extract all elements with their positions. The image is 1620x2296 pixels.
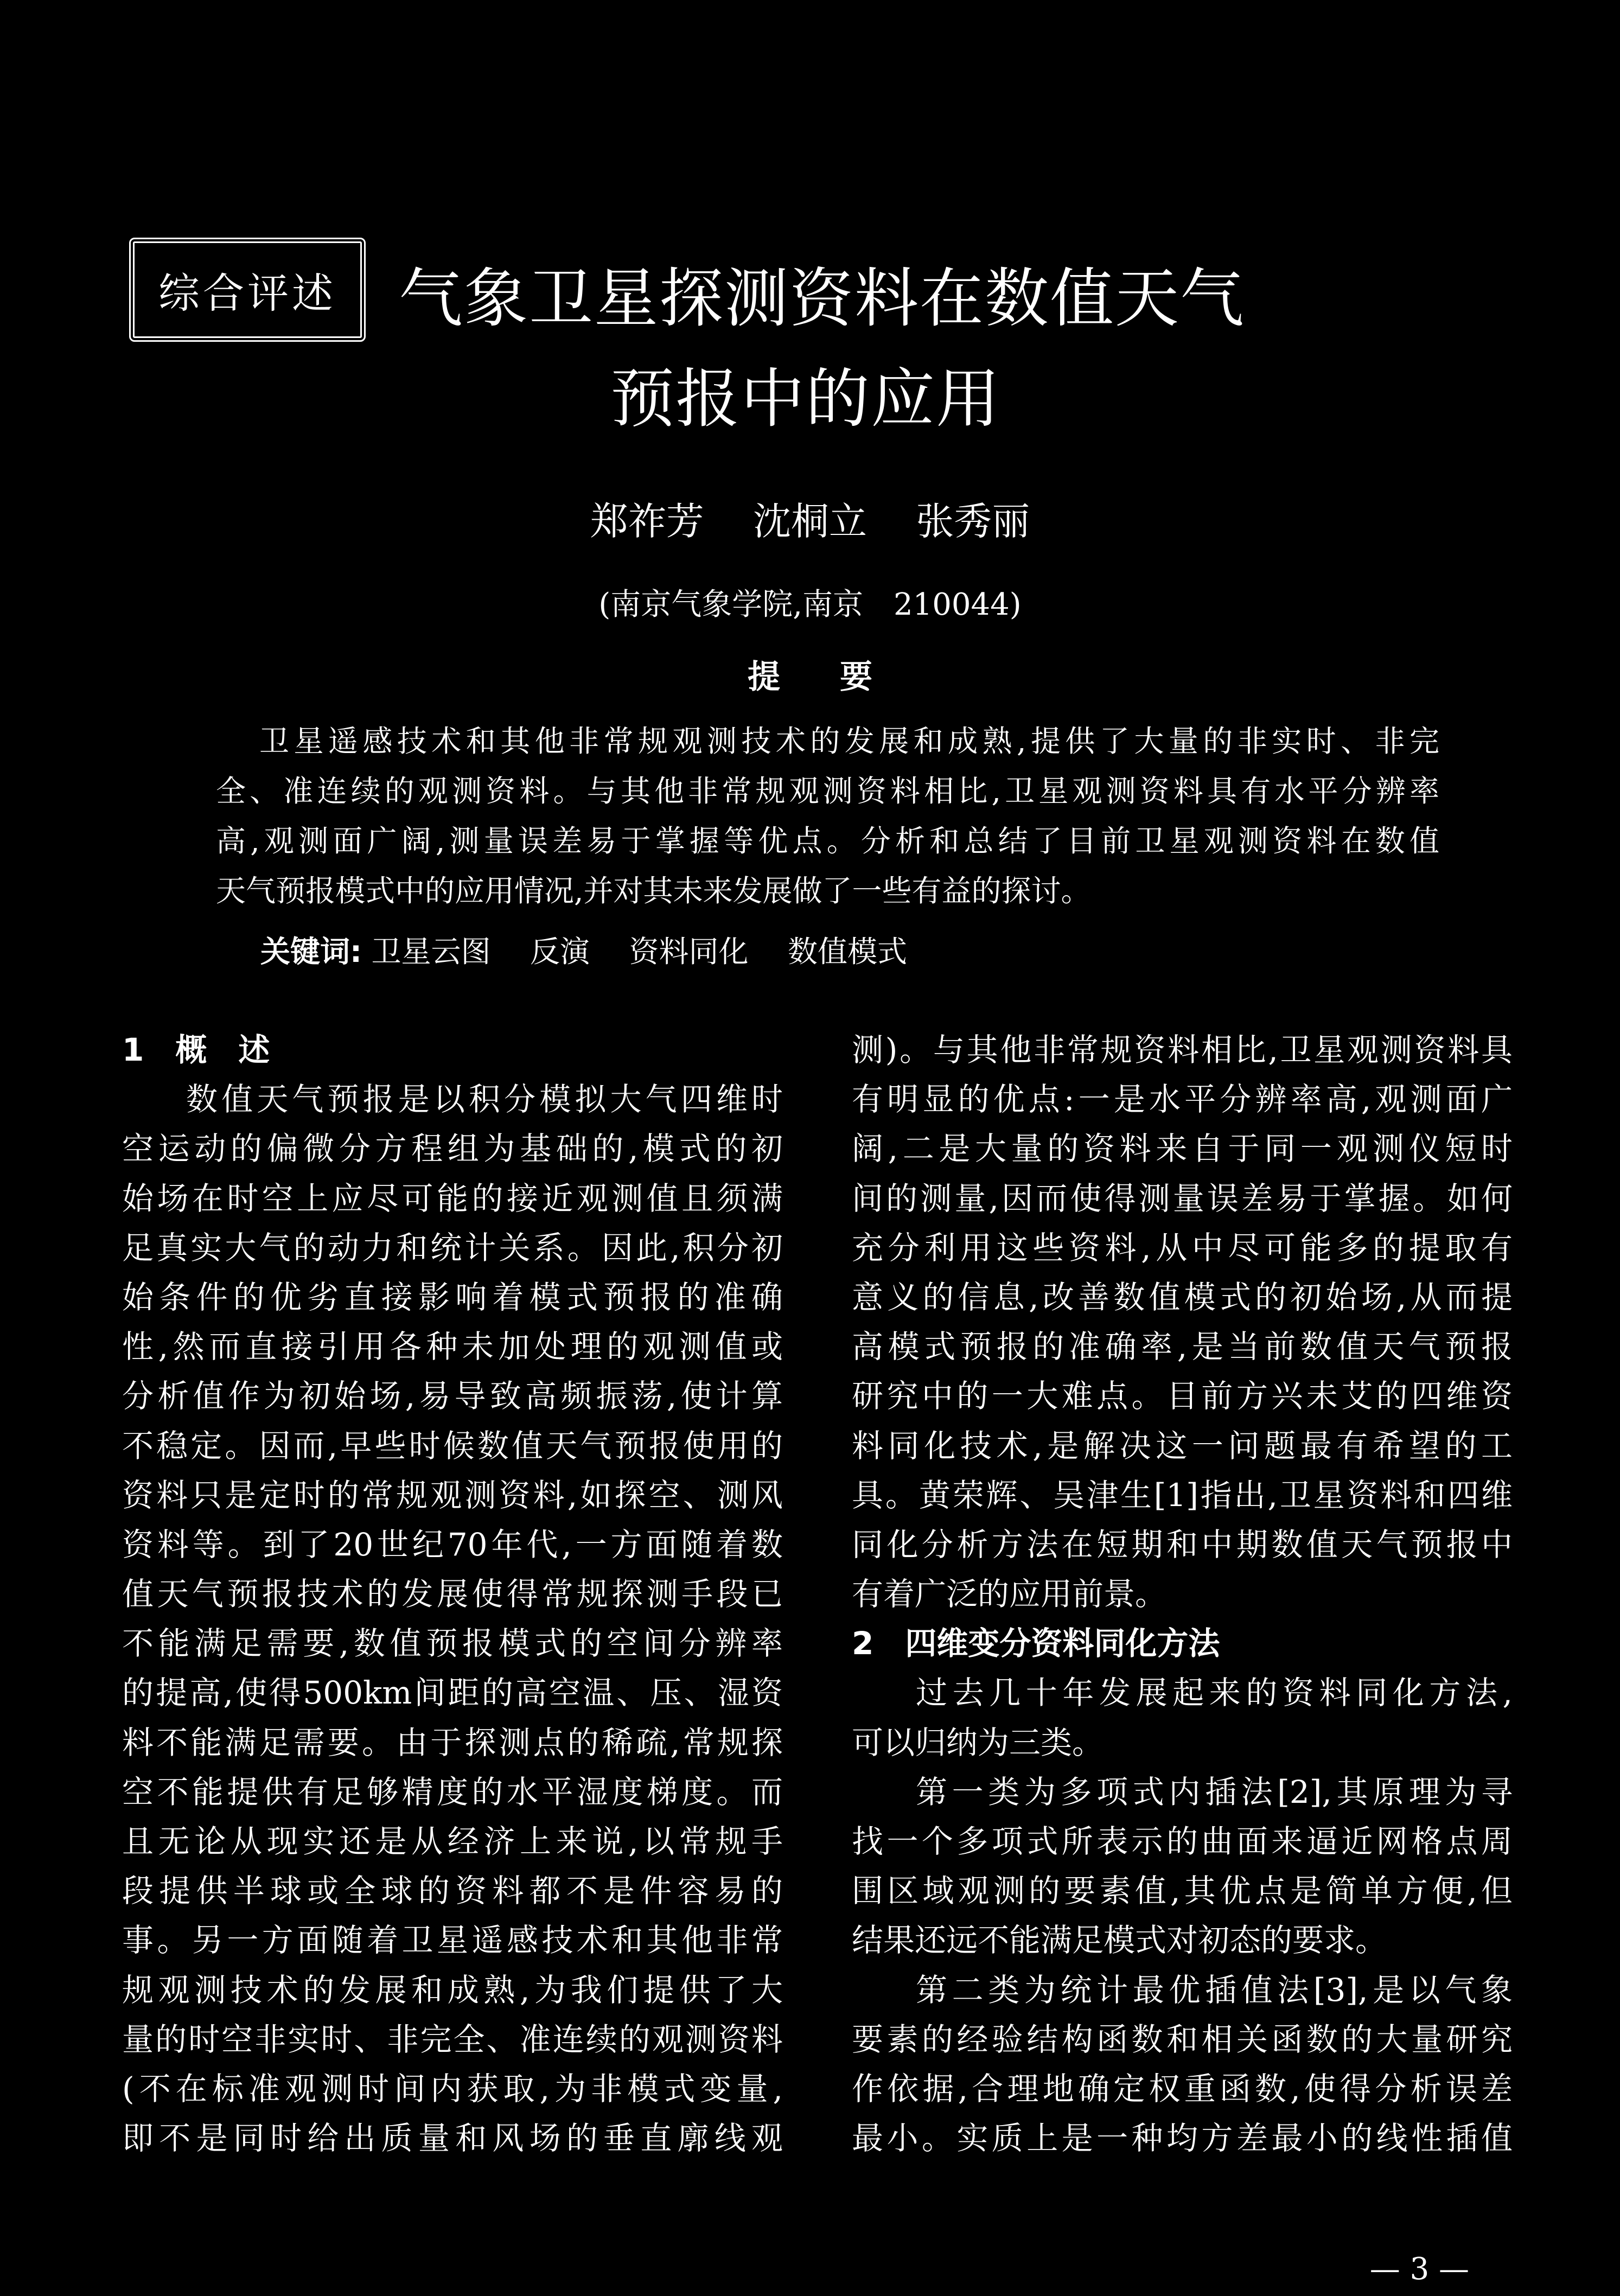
- keywords: [260, 928, 937, 971]
- body-text-line: 事。另一方面随着卫星遥感技术和其他非常: [122, 1922, 783, 1959]
- body-text-line: 规观测技术的发展和成熟,为我们提供了大: [122, 1971, 783, 2008]
- abstract-line: 天气预报模式中的应用情况,并对其未来发展做了一些有益的探讨。: [216, 873, 1091, 908]
- body-text-line: 料不能满足需要。由于探测点的稀疏,常规探: [122, 1724, 783, 1761]
- keyword: 数值模式: [787, 934, 907, 969]
- title-line-2: 预报中的应用: [610, 361, 1002, 436]
- body-text-line: 意义的信息,改善数值模式的初始场,从而提: [852, 1278, 1513, 1316]
- body-text-line: 研究中的一大难点。目前方兴未艾的四维资: [852, 1377, 1513, 1415]
- body-text-line: 值天气预报技术的发展使得常规探测手段已: [122, 1576, 783, 1613]
- body-text-line: 空不能提供有足够精度的水平湿度梯度。而: [122, 1773, 783, 1810]
- body-text-line: 段提供半球或全球的资料都不是件容易的: [122, 1872, 783, 1910]
- body-text-line: 结果还远不能满足模式对初态的要求。: [852, 1922, 1387, 1959]
- body-text-line: 料同化技术,是解决这一问题最有希望的工: [852, 1427, 1513, 1464]
- body-text-line: 围区域观测的要素值,其优点是简单方便,但: [852, 1872, 1513, 1910]
- body-text-line: (不在标准观测时间内获取,为非模式变量,: [122, 2070, 783, 2107]
- body-text-line: 分析值作为初始场,易导致高频振荡,使计算: [122, 1377, 783, 1415]
- body-text-line: 始条件的优劣直接影响着模式预报的准确: [122, 1278, 783, 1316]
- column-tag-label: 综合评述: [158, 269, 336, 317]
- abstract-line: 全、准连续的观测资料。与其他非常规观测资料相比,卫星观测资料具有水平分辨率: [216, 774, 1439, 808]
- body-text-line: 资料等。到了20世纪70年代,一方面随着数: [122, 1526, 783, 1563]
- body-text-line: 要素的经验结构函数和相关函数的大量研究: [852, 2020, 1513, 2058]
- author: 沈桐立: [753, 499, 867, 544]
- body-text-line: 第一类为多项式内插法[2],其原理为寻: [916, 1773, 1513, 1810]
- body-text-line: 有明显的优点:一是水平分辨率高,观测面广: [852, 1081, 1513, 1118]
- body-text-line: 作依据,合理地确定权重函数,使得分析误差: [852, 2070, 1513, 2107]
- keyword: 卫星云图: [371, 934, 491, 969]
- keyword: 反演: [530, 934, 590, 969]
- body-text-line: 间的测量,因而使得测量误差易于掌握。如何: [852, 1179, 1513, 1217]
- body-text-line: 高模式预报的准确率,是当前数值天气预报: [852, 1328, 1513, 1366]
- body-text-line: 过去几十年发展起来的资料同化方法,: [916, 1674, 1513, 1712]
- body-text-line: 资料只是定时的常规观测资料,如探空、测风: [122, 1476, 783, 1514]
- body-text-line: 始场在时空上应尽可能的接近观测值且须满: [122, 1179, 783, 1217]
- body-text-line: 同化分析方法在短期和中期数值天气预报中: [852, 1526, 1513, 1563]
- body-text-line: 第二类为统计最优插值法[3],是以气象: [916, 1971, 1513, 2008]
- body-text-line: 阔,二是大量的资料来自于同一观测仪短时: [852, 1130, 1513, 1168]
- body-column-right: [852, 1025, 1513, 2163]
- abstract-line: 高,观测面广阔,测量误差易于掌握等优点。分析和总结了目前卫星观测资料在数值: [216, 824, 1439, 858]
- column-tag: [129, 238, 366, 342]
- authors: [0, 491, 1620, 546]
- author: 张秀丽: [916, 499, 1030, 544]
- section-heading: 1 概 述: [122, 1031, 270, 1068]
- body-text-line: 不稳定。因而,早些时候数值天气预报使用的: [122, 1427, 783, 1464]
- body-text-line: 足真实大气的动力和统计关系。因此,积分初: [122, 1229, 783, 1266]
- body-text-line: 有着广泛的应用前景。: [852, 1576, 1167, 1613]
- abstract-line: 卫星遥感技术和其他非常规观测技术的发展和成熟,提供了大量的非实时、非完: [259, 724, 1439, 758]
- body-text-line: 数值天气预报是以积分模拟大气四维时: [186, 1081, 783, 1118]
- page-number: — 3 —: [1369, 2252, 1469, 2287]
- body-text-line: 最小。实质上是一种均方差最小的线性插值: [852, 2120, 1513, 2157]
- body-text-line: 量的时空非实时、非完全、准连续的观测资料: [122, 2020, 783, 2058]
- body-text-line: 可以归纳为三类。: [852, 1724, 1104, 1761]
- body-text-line: 即不是同时给出质量和风场的垂直廓线观: [122, 2120, 783, 2157]
- abstract-heading: 提要: [748, 658, 932, 696]
- affiliation: (南京气象学院,南京 210044): [598, 587, 1022, 622]
- body-text-line: 且无论从现实还是从经济上来说,以常规手: [122, 1823, 783, 1860]
- body-text-line: 不能满足需要,数值预报模式的空间分辨率: [122, 1625, 783, 1662]
- body-column-left: [122, 1025, 783, 2163]
- body-text-line: 找一个多项式所表示的曲面来逼近网格点周: [852, 1823, 1513, 1860]
- section-heading: 2 四维变分资料同化方法: [852, 1625, 1220, 1662]
- body-text-line: 具。黄荣辉、吴津生[1]指出,卫星资料和四维: [852, 1476, 1513, 1514]
- body-text-line: 充分利用这些资料,从中尽可能多的提取有: [852, 1229, 1513, 1266]
- keywords-label: 关键词:: [260, 934, 362, 969]
- keyword: 资料同化: [629, 934, 749, 969]
- body-text-line: 的提高,使得500km间距的高空温、压、湿资: [122, 1674, 783, 1712]
- body-text-line: 测)。与其他非常规资料相比,卫星观测资料具: [852, 1031, 1513, 1068]
- title-line-1: 气象卫星探测资料在数值天气: [399, 261, 1246, 336]
- body-text-line: 性,然而直接引用各种未加处理的观测值或: [122, 1328, 783, 1366]
- author: 郑祚芳: [590, 499, 704, 544]
- body-text-line: 空运动的偏微分方程组为基础的,模式的初: [122, 1130, 783, 1168]
- abstract: [216, 716, 1439, 916]
